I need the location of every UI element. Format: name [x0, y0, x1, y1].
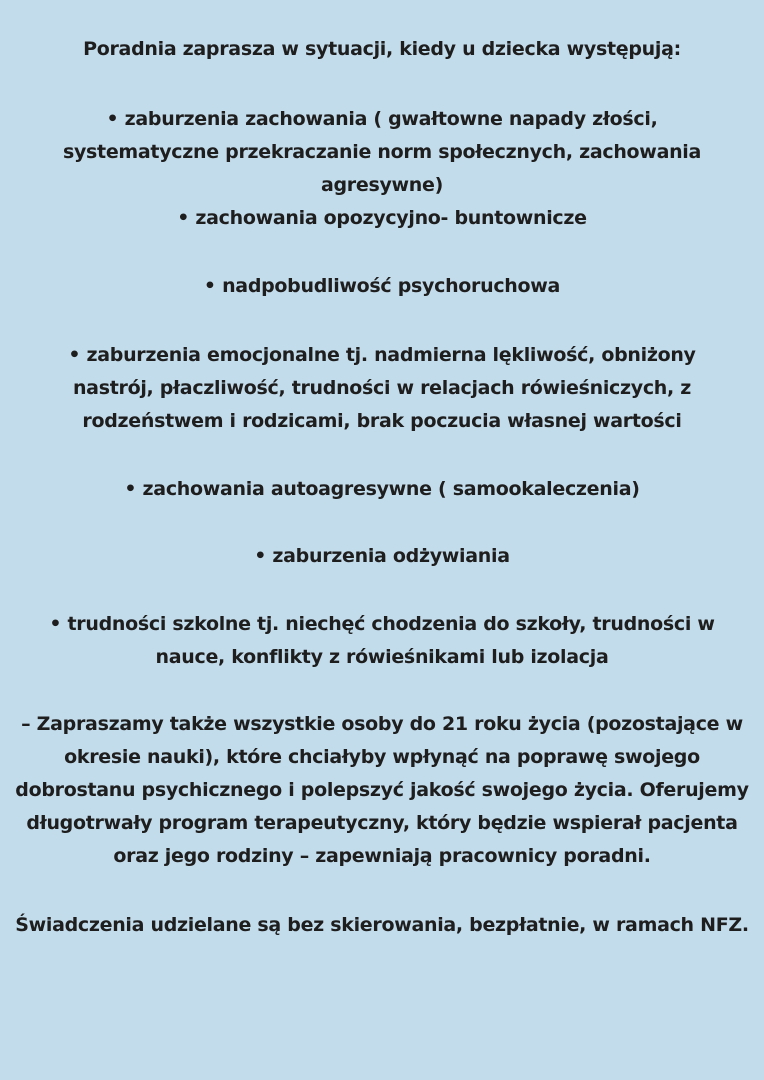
- list-item-conduct-disorders: • zaburzenia zachowania ( gwałtowne napady złości, systematyczne przekraczanie norm społecznych, zachowania agresywne): [62, 108, 702, 196]
- footer-note: Świadczenia udzielane są bez skierowania, bezpłatnie, w ramach NFZ.: [15, 914, 749, 936]
- list-item-emotional-disorders: • zaburzenia emocjonalne tj. nadmierna lękliwość, obniżony nastrój, płaczliwość, trudności w relacjach rówieśniczych, z rodzeństwem i rodzicami, brak poczucia własnej wartości: [68, 344, 696, 432]
- list-item-self-harm: • zachowania autoagresywne ( samookaleczenia): [124, 478, 640, 500]
- invitation-paragraph: – Zapraszamy także wszystkie osoby do 21 roku życia (pozostające w okresie nauki), które chciałyby wpłynąć na poprawę swojego dobrostanu psychicznego i polepszyć jakość swojego życia. Oferujemy długotrwały program terapeutyczny, który będzie wspierał pacjenta oraz jego rodziny – zapewniają pracownicy poradni.: [15, 713, 749, 867]
- list-item-hyperactivity: • nadpobudliwość psychoruchowa: [203, 275, 561, 297]
- heading: Poradnia zaprasza w sytuacji, kiedy u dziecka występują:: [83, 38, 681, 60]
- list-item-oppositional: • zachowania opozycyjno- buntownicze: [177, 207, 587, 229]
- list-item-school-difficulties: • trudności szkolne tj. niechęć chodzenia do szkoły, trudności w nauce, konflikty z rówieśnikami lub izolacja: [49, 613, 715, 668]
- list-item-eating-disorders: • zaburzenia odżywiania: [254, 545, 510, 567]
